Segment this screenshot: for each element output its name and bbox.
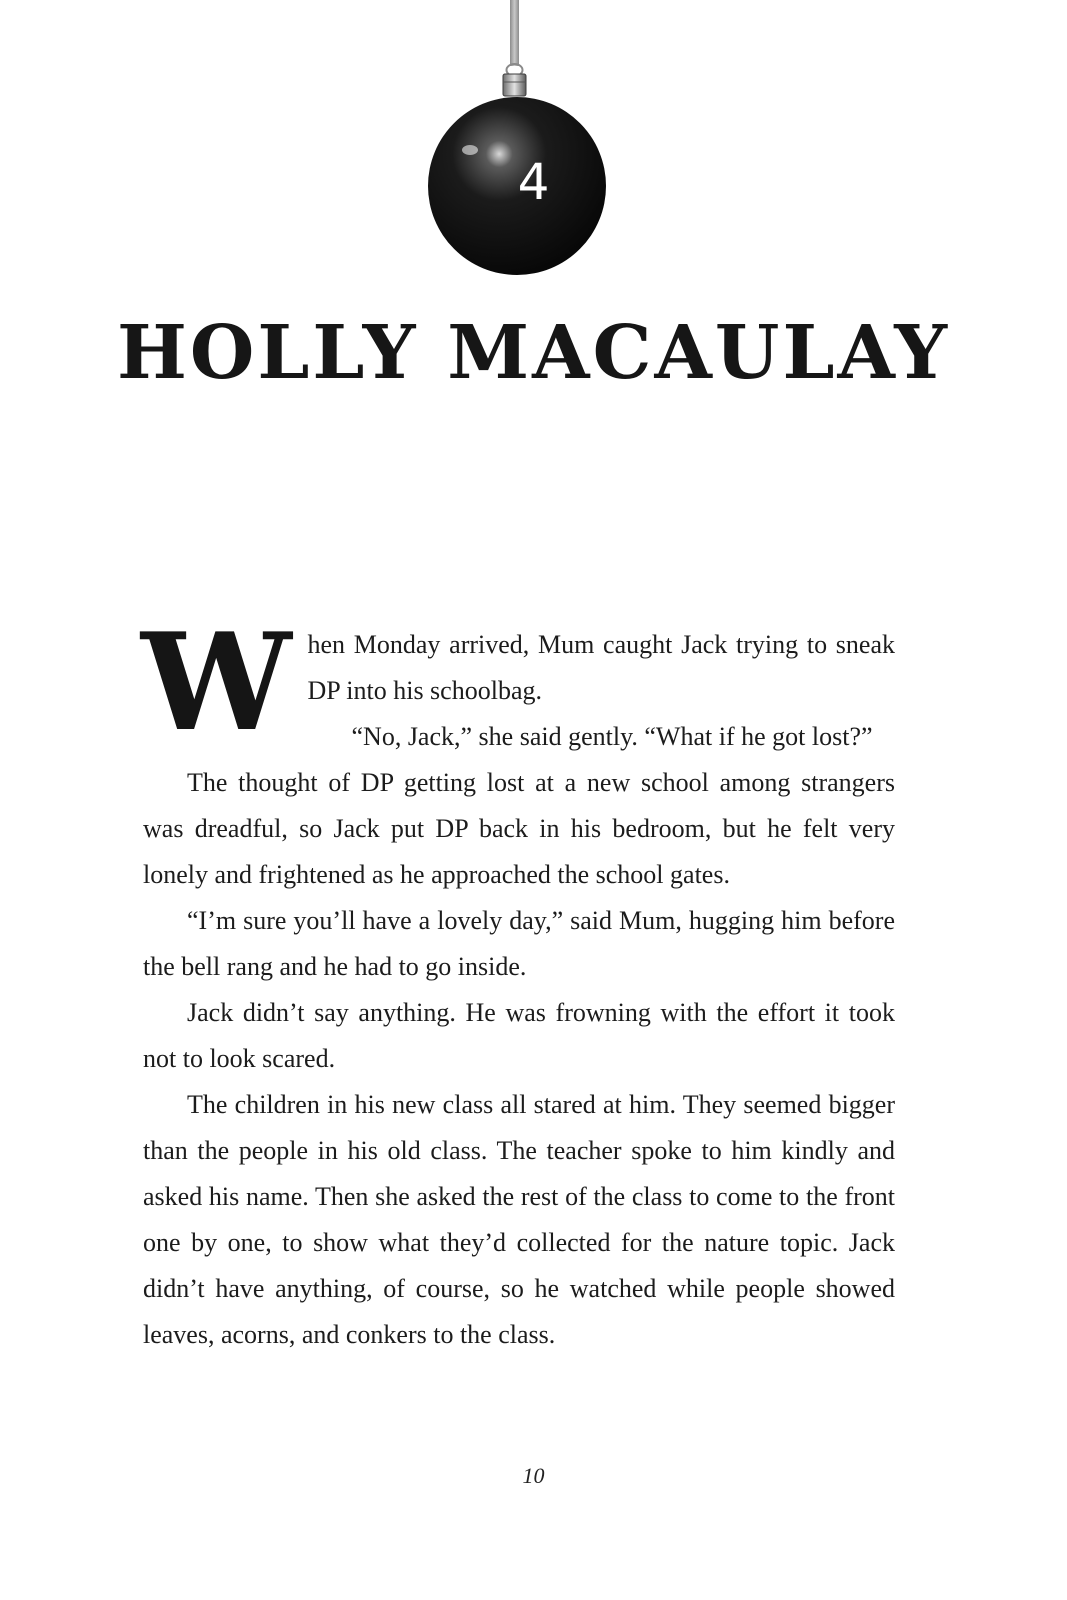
opening-paragraph — [141, 603, 895, 761]
page-number: 10 — [522, 1463, 545, 1488]
chapter-body-text — [141, 603, 895, 1358]
paragraph-text: The thought of DP getting lost at a new school among strangers was dreadful, so Jack put DP back in his bedroom, but he felt very lonely and frightened as he approached the school gates. — [143, 768, 895, 889]
paragraph-text: The children in his new class all stared at him. They seemed bigger than the people in his old class. The teacher spoke to him kindly and asked his name. Then she asked the rest of the class to come to the front one by one, to show what they’d collected for the nature topic. Jack didn’t have anything, of course, so he watched while people showed leaves, acorns, and conkers to the class. — [143, 1090, 895, 1349]
paragraph-text: Jack didn’t say anything. He was frowning with the effort it took not to look scared. — [143, 998, 895, 1073]
hanging-ribbon — [507, 0, 523, 76]
chapter-title: HOLLY MACAULAY — [116, 310, 951, 396]
christmas-bauble-illustration — [0, 0, 1067, 300]
drop-cap-letter: W — [141, 603, 292, 761]
bauble-cap — [503, 74, 526, 96]
paragraph-text: “I’m sure you’ll have a lovely day,” said Mum, hugging him before the bell rang and he had to go inside. — [143, 906, 895, 981]
paragraph-text: “No, Jack,” she said gently. “What if he got lost?” — [351, 722, 873, 751]
paragraph-text: hen Monday arrived, Mum caught Jack trying to sneak DP into his schoolbag. — [307, 630, 895, 705]
chapter-number: 4 — [517, 153, 550, 211]
